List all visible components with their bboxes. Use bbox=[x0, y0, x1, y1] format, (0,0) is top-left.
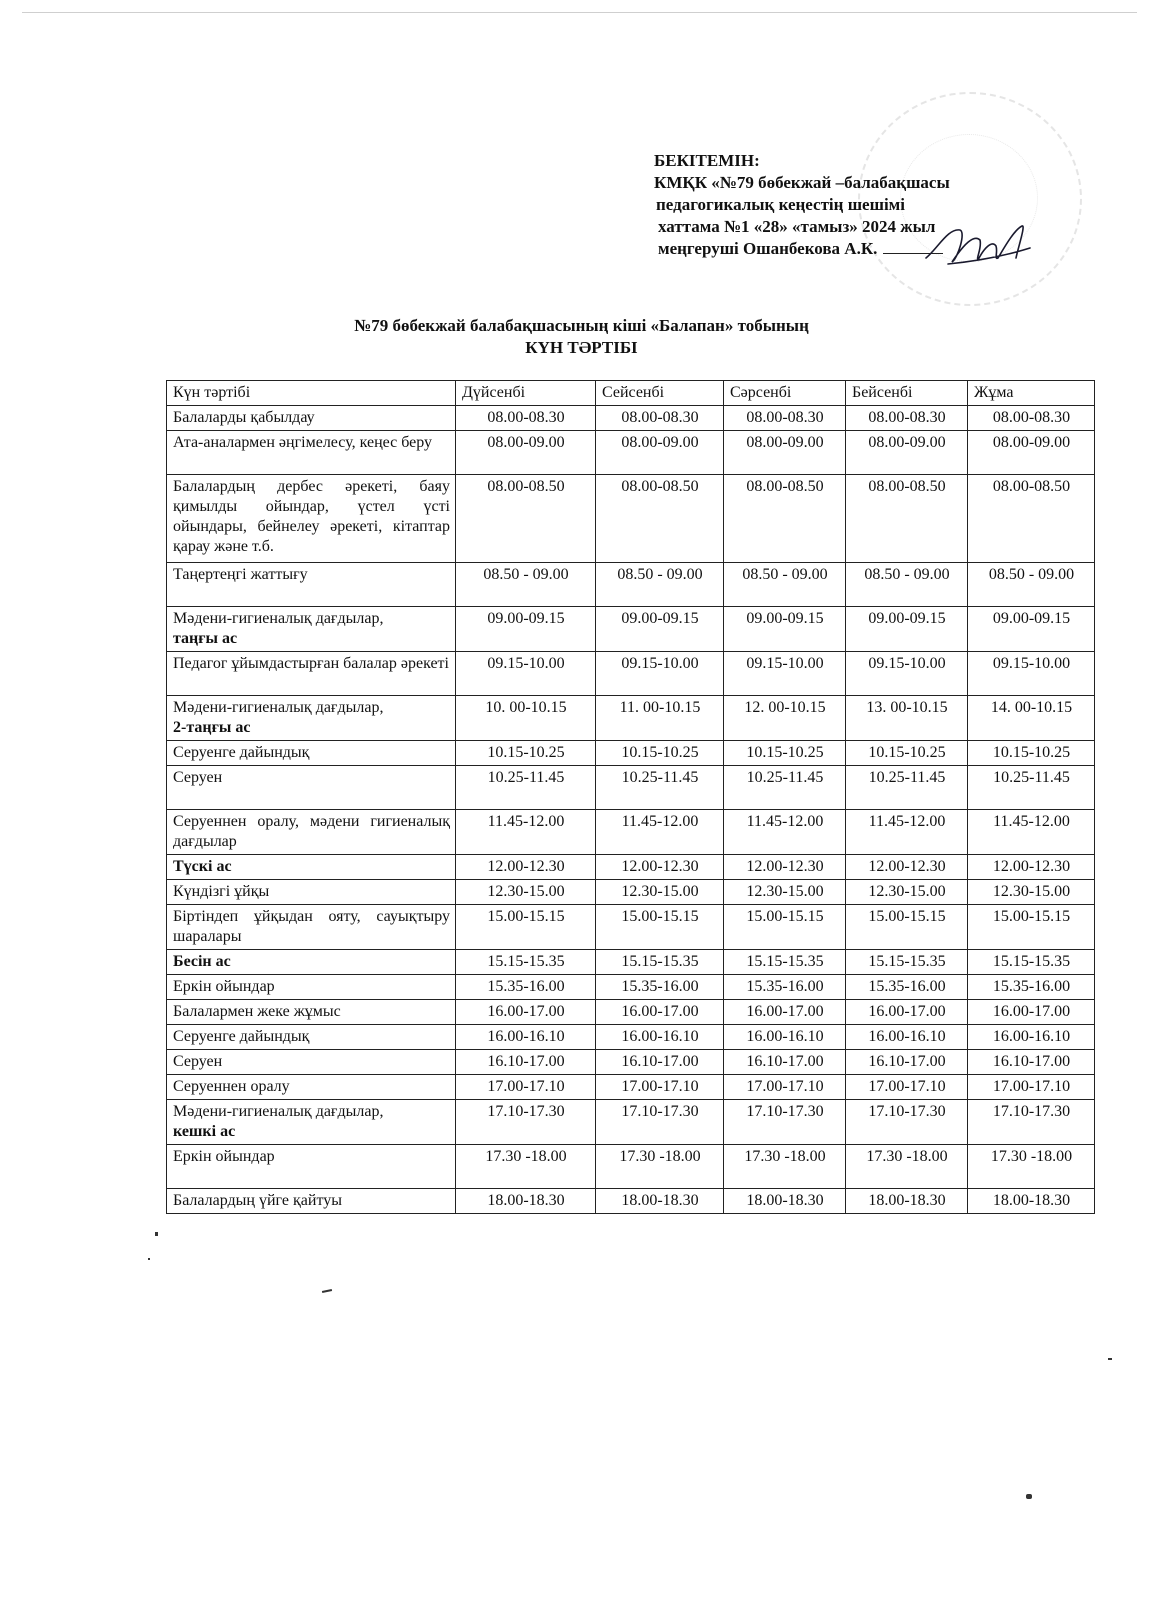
activity-text: Серуенге дайындық bbox=[173, 1028, 310, 1045]
document-title-line1: №79 бөбекжай балабақшасының кіші «Балапан» тобының bbox=[354, 316, 809, 335]
time-cell-monday: 16.10-17.00 bbox=[456, 1050, 596, 1075]
approval-director-line bbox=[654, 238, 950, 260]
activity-text: Балалармен жеке жұмыс bbox=[173, 1003, 341, 1020]
time-cell-monday: 18.00-18.30 bbox=[456, 1189, 596, 1214]
activity-text: Серуеннен оралу bbox=[173, 1078, 290, 1095]
time-cell-wednesday: 12.30-15.00 bbox=[724, 880, 846, 905]
table-row bbox=[167, 607, 1095, 652]
table-row bbox=[167, 1145, 1095, 1189]
time-cell-monday: 08.50 - 09.00 bbox=[456, 563, 596, 607]
time-cell-tuesday: 17.30 -18.00 bbox=[596, 1145, 724, 1189]
time-cell-wednesday: 08.50 - 09.00 bbox=[724, 563, 846, 607]
activity-cell bbox=[167, 950, 456, 975]
time-cell-tuesday: 08.00-09.00 bbox=[596, 431, 724, 475]
table-row bbox=[167, 766, 1095, 810]
time-cell-thursday: 11.45-12.00 bbox=[846, 810, 968, 855]
time-cell-thursday: 09.00-09.15 bbox=[846, 607, 968, 652]
table-row bbox=[167, 1075, 1095, 1100]
time-cell-thursday: 10.15-10.25 bbox=[846, 741, 968, 766]
time-cell-tuesday: 08.50 - 09.00 bbox=[596, 563, 724, 607]
time-cell-thursday: 12.00-12.30 bbox=[846, 855, 968, 880]
time-cell-thursday: 16.00-17.00 bbox=[846, 1000, 968, 1025]
time-cell-thursday: 10.25-11.45 bbox=[846, 766, 968, 810]
time-cell-friday: 11.45-12.00 bbox=[968, 810, 1095, 855]
time-cell-friday: 09.00-09.15 bbox=[968, 607, 1095, 652]
time-cell-thursday: 16.00-16.10 bbox=[846, 1025, 968, 1050]
time-cell-monday: 17.30 -18.00 bbox=[456, 1145, 596, 1189]
activity-cell bbox=[167, 1145, 456, 1189]
table-row bbox=[167, 1050, 1095, 1075]
table-row bbox=[167, 950, 1095, 975]
activity-cell bbox=[167, 810, 456, 855]
time-cell-wednesday: 17.10-17.30 bbox=[724, 1100, 846, 1145]
table-row bbox=[167, 431, 1095, 475]
activity-text: Біртіндеп ұйқыдан ояту, сауықтыру шаралары bbox=[173, 908, 450, 945]
time-cell-friday: 09.15-10.00 bbox=[968, 652, 1095, 696]
time-cell-friday: 08.00-09.00 bbox=[968, 431, 1095, 475]
activity-cell bbox=[167, 607, 456, 652]
time-cell-tuesday: 16.00-16.10 bbox=[596, 1025, 724, 1050]
table-row bbox=[167, 1189, 1095, 1214]
time-cell-wednesday: 15.15-15.35 bbox=[724, 950, 846, 975]
header-cell-thursday: Бейсенбі bbox=[846, 381, 968, 406]
time-cell-thursday: 08.00-09.00 bbox=[846, 431, 968, 475]
activity-text: Серуеннен оралу, мәдени гигиеналық дағдылар bbox=[173, 813, 450, 850]
time-cell-wednesday: 10.25-11.45 bbox=[724, 766, 846, 810]
time-cell-tuesday: 16.00-17.00 bbox=[596, 1000, 724, 1025]
activity-meal-text: таңғы ас bbox=[173, 630, 238, 647]
time-cell-tuesday: 08.00-08.50 bbox=[596, 475, 724, 563]
time-cell-wednesday: 12.00-12.30 bbox=[724, 855, 846, 880]
time-cell-monday: 08.00-08.30 bbox=[456, 406, 596, 431]
activity-text: Ата-аналармен әңгімелесу, кеңес беру bbox=[173, 434, 433, 451]
time-cell-thursday: 09.15-10.00 bbox=[846, 652, 968, 696]
time-cell-wednesday: 12. 00-10.15 bbox=[724, 696, 846, 741]
activity-text: Таңертеңгі жаттығу bbox=[173, 566, 308, 583]
time-cell-friday: 14. 00-10.15 bbox=[968, 696, 1095, 741]
schedule-body bbox=[167, 381, 1095, 1214]
time-cell-tuesday: 09.15-10.00 bbox=[596, 652, 724, 696]
time-cell-monday: 16.00-17.00 bbox=[456, 1000, 596, 1025]
time-cell-wednesday: 08.00-08.50 bbox=[724, 475, 846, 563]
table-row bbox=[167, 810, 1095, 855]
activity-meal-text: Бесін ас bbox=[173, 953, 231, 970]
time-cell-tuesday: 15.15-15.35 bbox=[596, 950, 724, 975]
time-cell-thursday: 17.10-17.30 bbox=[846, 1100, 968, 1145]
time-cell-monday: 15.00-15.15 bbox=[456, 905, 596, 950]
activity-cell bbox=[167, 741, 456, 766]
activity-cell bbox=[167, 406, 456, 431]
activity-text: Серуенге дайындық bbox=[173, 744, 310, 761]
scan-speck bbox=[148, 1258, 150, 1260]
time-cell-wednesday: 08.00-09.00 bbox=[724, 431, 846, 475]
time-cell-wednesday: 09.15-10.00 bbox=[724, 652, 846, 696]
header-cell-monday: Дүйсенбі bbox=[456, 381, 596, 406]
time-cell-friday: 17.10-17.30 bbox=[968, 1100, 1095, 1145]
activity-text: Балалардың дербес әрекеті, баяу қимылды ойындар, үстел үсті ойындары, бейнелеу әрекеті, кітаптар қарау және т.б. bbox=[173, 478, 450, 555]
approval-heading: БЕКІТЕМІН: bbox=[654, 151, 760, 170]
time-cell-monday: 12.00-12.30 bbox=[456, 855, 596, 880]
activity-cell bbox=[167, 652, 456, 696]
time-cell-wednesday: 09.00-09.15 bbox=[724, 607, 846, 652]
time-cell-thursday: 15.00-15.15 bbox=[846, 905, 968, 950]
time-cell-friday: 18.00-18.30 bbox=[968, 1189, 1095, 1214]
time-cell-tuesday: 08.00-08.30 bbox=[596, 406, 724, 431]
approval-organization: КМҚК «№79 бөбекжай –балабақшасы bbox=[654, 173, 950, 192]
time-cell-friday: 08.00-08.30 bbox=[968, 406, 1095, 431]
time-cell-friday: 16.10-17.00 bbox=[968, 1050, 1095, 1075]
time-cell-tuesday: 15.00-15.15 bbox=[596, 905, 724, 950]
activity-cell bbox=[167, 1075, 456, 1100]
scan-speck bbox=[155, 1232, 158, 1236]
table-row bbox=[167, 652, 1095, 696]
activity-text: Мәдени-гигиеналық дағдылар, bbox=[173, 610, 384, 627]
time-cell-thursday: 17.30 -18.00 bbox=[846, 1145, 968, 1189]
time-cell-wednesday: 18.00-18.30 bbox=[724, 1189, 846, 1214]
header-cell-tuesday: Сейсенбі bbox=[596, 381, 724, 406]
time-cell-monday: 10.25-11.45 bbox=[456, 766, 596, 810]
time-cell-monday: 12.30-15.00 bbox=[456, 880, 596, 905]
time-cell-wednesday: 08.00-08.30 bbox=[724, 406, 846, 431]
daily-schedule-table bbox=[166, 380, 1095, 1214]
activity-text: Балалардың үйге қайтуы bbox=[173, 1192, 342, 1209]
time-cell-monday: 17.00-17.10 bbox=[456, 1075, 596, 1100]
activity-text: Еркін ойындар bbox=[173, 1148, 275, 1165]
time-cell-thursday: 18.00-18.30 bbox=[846, 1189, 968, 1214]
time-cell-tuesday: 12.30-15.00 bbox=[596, 880, 724, 905]
time-cell-wednesday: 15.35-16.00 bbox=[724, 975, 846, 1000]
time-cell-wednesday: 16.10-17.00 bbox=[724, 1050, 846, 1075]
activity-text: Балаларды қабылдау bbox=[173, 409, 315, 426]
time-cell-monday: 11.45-12.00 bbox=[456, 810, 596, 855]
time-cell-tuesday: 11. 00-10.15 bbox=[596, 696, 724, 741]
time-cell-wednesday: 16.00-17.00 bbox=[724, 1000, 846, 1025]
activity-cell bbox=[167, 475, 456, 563]
time-cell-wednesday: 11.45-12.00 bbox=[724, 810, 846, 855]
activity-meal-text: кешкі ас bbox=[173, 1123, 236, 1140]
time-cell-wednesday: 17.00-17.10 bbox=[724, 1075, 846, 1100]
time-cell-thursday: 08.00-08.30 bbox=[846, 406, 968, 431]
time-cell-monday: 10. 00-10.15 bbox=[456, 696, 596, 741]
time-cell-friday: 12.30-15.00 bbox=[968, 880, 1095, 905]
scan-speck bbox=[1108, 1358, 1112, 1360]
activity-text: Серуен bbox=[173, 769, 223, 786]
header-cell-friday: Жұма bbox=[968, 381, 1095, 406]
time-cell-tuesday: 17.00-17.10 bbox=[596, 1075, 724, 1100]
time-cell-thursday: 17.00-17.10 bbox=[846, 1075, 968, 1100]
time-cell-friday: 10.25-11.45 bbox=[968, 766, 1095, 810]
scan-speck bbox=[1026, 1494, 1032, 1499]
activity-cell bbox=[167, 766, 456, 810]
activity-cell bbox=[167, 696, 456, 741]
activity-text: Педагог ұйымдастырған балалар әрекеті bbox=[173, 655, 449, 672]
handwritten-signature bbox=[918, 218, 1038, 278]
activity-cell bbox=[167, 855, 456, 880]
approval-block bbox=[654, 150, 950, 260]
time-cell-tuesday: 18.00-18.30 bbox=[596, 1189, 724, 1214]
scan-speck bbox=[322, 1289, 332, 1293]
document-title bbox=[0, 315, 1163, 359]
time-cell-wednesday: 17.30 -18.00 bbox=[724, 1145, 846, 1189]
time-cell-friday: 17.00-17.10 bbox=[968, 1075, 1095, 1100]
activity-cell bbox=[167, 1000, 456, 1025]
time-cell-monday: 09.00-09.15 bbox=[456, 607, 596, 652]
document-title-line2: КҮН ТӘРТІБІ bbox=[525, 338, 638, 357]
activity-cell bbox=[167, 975, 456, 1000]
table-row bbox=[167, 406, 1095, 431]
table-row bbox=[167, 905, 1095, 950]
time-cell-friday: 10.15-10.25 bbox=[968, 741, 1095, 766]
time-cell-monday: 08.00-08.50 bbox=[456, 475, 596, 563]
time-cell-friday: 08.50 - 09.00 bbox=[968, 563, 1095, 607]
activity-cell bbox=[167, 1189, 456, 1214]
time-cell-tuesday: 12.00-12.30 bbox=[596, 855, 724, 880]
time-cell-monday: 16.00-16.10 bbox=[456, 1025, 596, 1050]
table-row bbox=[167, 1025, 1095, 1050]
time-cell-tuesday: 16.10-17.00 bbox=[596, 1050, 724, 1075]
time-cell-monday: 17.10-17.30 bbox=[456, 1100, 596, 1145]
scan-edge-line bbox=[22, 12, 1137, 13]
time-cell-tuesday: 09.00-09.15 bbox=[596, 607, 724, 652]
time-cell-friday: 08.00-08.50 bbox=[968, 475, 1095, 563]
activity-cell bbox=[167, 1025, 456, 1050]
header-cell-activity: Күн тәртібі bbox=[167, 381, 456, 406]
table-row bbox=[167, 1100, 1095, 1145]
activity-text: Мәдени-гигиеналық дағдылар, bbox=[173, 1103, 384, 1120]
time-cell-thursday: 08.00-08.50 bbox=[846, 475, 968, 563]
activity-cell bbox=[167, 1100, 456, 1145]
time-cell-friday: 15.15-15.35 bbox=[968, 950, 1095, 975]
activity-text: Мәдени-гигиеналық дағдылар, bbox=[173, 699, 384, 716]
approval-council-decision: педагогикалық кеңестің шешімі bbox=[656, 195, 905, 214]
time-cell-wednesday: 16.00-16.10 bbox=[724, 1025, 846, 1050]
table-row bbox=[167, 880, 1095, 905]
time-cell-friday: 15.00-15.15 bbox=[968, 905, 1095, 950]
time-cell-wednesday: 15.00-15.15 bbox=[724, 905, 846, 950]
activity-text: Күндізгі ұйқы bbox=[173, 883, 270, 900]
time-cell-thursday: 16.10-17.00 bbox=[846, 1050, 968, 1075]
time-cell-thursday: 13. 00-10.15 bbox=[846, 696, 968, 741]
time-cell-friday: 16.00-16.10 bbox=[968, 1025, 1095, 1050]
activity-cell bbox=[167, 905, 456, 950]
time-cell-tuesday: 10.25-11.45 bbox=[596, 766, 724, 810]
time-cell-tuesday: 11.45-12.00 bbox=[596, 810, 724, 855]
activity-meal-text: Түскі ас bbox=[173, 858, 232, 875]
table-row bbox=[167, 741, 1095, 766]
time-cell-friday: 16.00-17.00 bbox=[968, 1000, 1095, 1025]
time-cell-monday: 15.35-16.00 bbox=[456, 975, 596, 1000]
activity-cell bbox=[167, 431, 456, 475]
approval-protocol: хаттама №1 «28» «тамыз» 2024 жыл bbox=[658, 217, 936, 236]
activity-cell bbox=[167, 1050, 456, 1075]
table-row bbox=[167, 696, 1095, 741]
table-row bbox=[167, 563, 1095, 607]
table-row bbox=[167, 1000, 1095, 1025]
time-cell-monday: 10.15-10.25 bbox=[456, 741, 596, 766]
time-cell-friday: 12.00-12.30 bbox=[968, 855, 1095, 880]
header-row bbox=[167, 381, 1095, 406]
time-cell-monday: 09.15-10.00 bbox=[456, 652, 596, 696]
activity-meal-text: 2-таңғы ас bbox=[173, 719, 251, 736]
time-cell-friday: 15.35-16.00 bbox=[968, 975, 1095, 1000]
time-cell-tuesday: 15.35-16.00 bbox=[596, 975, 724, 1000]
time-cell-tuesday: 17.10-17.30 bbox=[596, 1100, 724, 1145]
activity-cell bbox=[167, 880, 456, 905]
time-cell-thursday: 08.50 - 09.00 bbox=[846, 563, 968, 607]
activity-text: Еркін ойындар bbox=[173, 978, 275, 995]
header-cell-wednesday: Сәрсенбі bbox=[724, 381, 846, 406]
time-cell-thursday: 15.35-16.00 bbox=[846, 975, 968, 1000]
table-row bbox=[167, 475, 1095, 563]
time-cell-friday: 17.30 -18.00 bbox=[968, 1145, 1095, 1189]
time-cell-thursday: 15.15-15.35 bbox=[846, 950, 968, 975]
table-row bbox=[167, 855, 1095, 880]
time-cell-monday: 15.15-15.35 bbox=[456, 950, 596, 975]
activity-text: Серуен bbox=[173, 1053, 223, 1070]
time-cell-tuesday: 10.15-10.25 bbox=[596, 741, 724, 766]
activity-cell bbox=[167, 563, 456, 607]
time-cell-monday: 08.00-09.00 bbox=[456, 431, 596, 475]
time-cell-wednesday: 10.15-10.25 bbox=[724, 741, 846, 766]
approval-director: меңгеруші Ошанбекова А.К. bbox=[658, 239, 878, 258]
table-row bbox=[167, 975, 1095, 1000]
time-cell-thursday: 12.30-15.00 bbox=[846, 880, 968, 905]
